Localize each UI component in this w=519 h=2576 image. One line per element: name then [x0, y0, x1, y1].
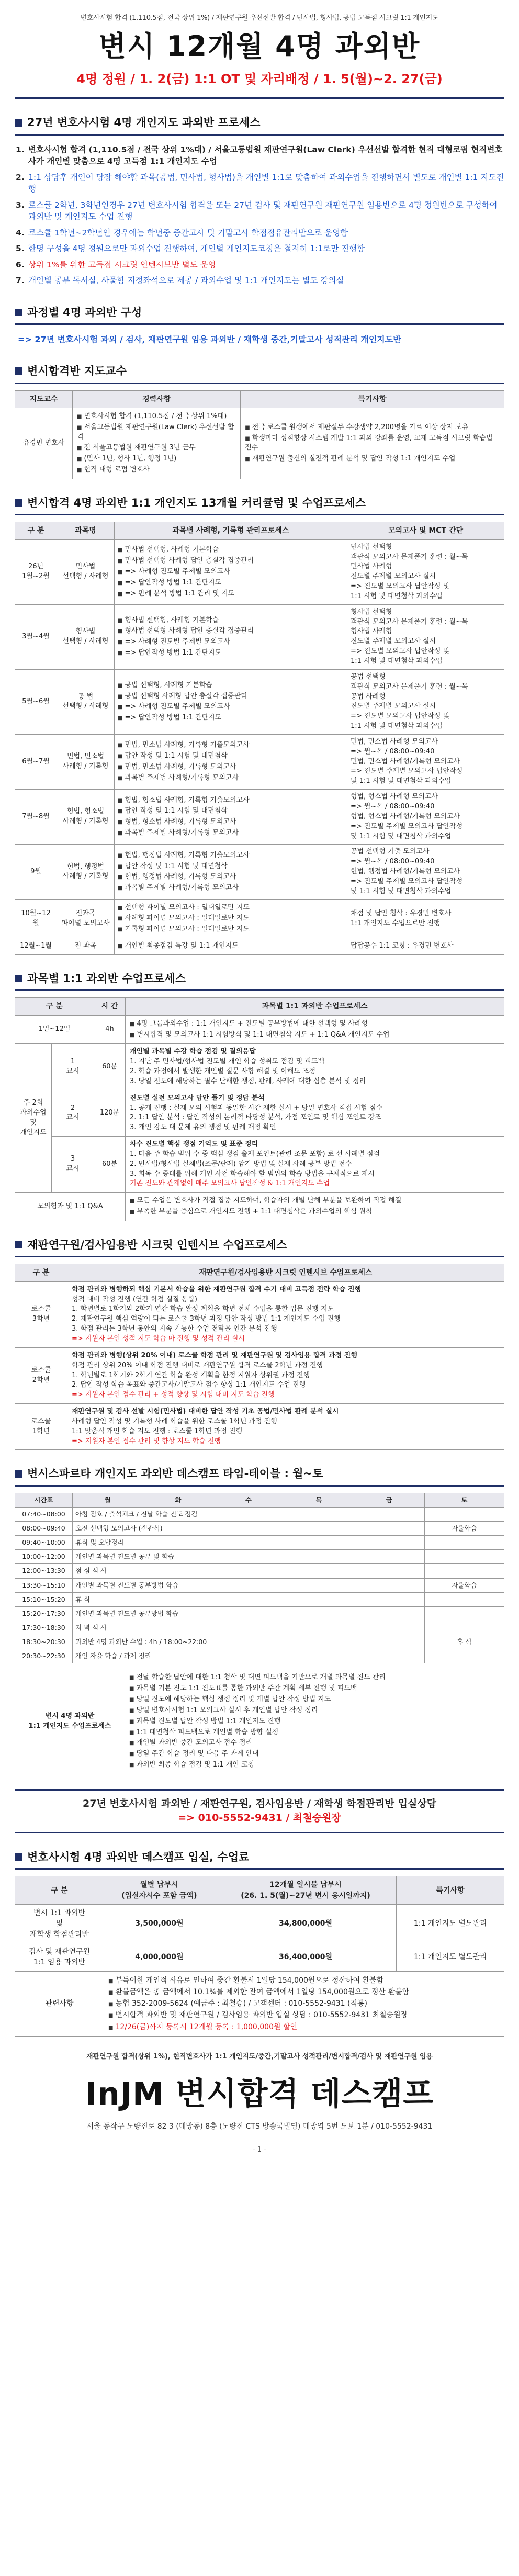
curriculum-course — [115, 899, 347, 938]
mct-line: 진도별 주제별 모의고사 실시 — [351, 572, 436, 581]
intensive-line: 학점 관리와 병행하되 핵심 기본서 학습을 위한 재판연구원 합격 수기 대비 고득점 전략 학습 진행 — [72, 1285, 362, 1293]
side-process-item: ■ 전날 학습한 답안에 대한 1:1 첨삭 및 대면 피드백을 기반으로 개별 과목별 진도 관리 — [129, 1672, 500, 1683]
curriculum-mct — [347, 734, 504, 789]
col-header: 시 간 — [94, 998, 126, 1015]
timetable-activity: 휴 식 — [73, 1592, 425, 1606]
mct-line: 채점 및 답안 첨삭 : 유경민 변호사 — [351, 909, 452, 917]
lesson-group-label: 주 2회 과외수업 및 개인지도 — [15, 1044, 52, 1193]
curriculum-period: 6월~7월 — [15, 734, 57, 789]
page-number: - 1 - — [253, 2146, 266, 2154]
col-header: 모의고사 및 MCT 간단 — [347, 522, 504, 539]
fee-month: 4,000,000원 — [104, 1943, 215, 1971]
day-header: 수 — [213, 1493, 284, 1507]
mct-line: 1:1 시험 및 대면첨삭 과외수업 — [351, 657, 443, 665]
mct-line: 및 1:1 시험 및 대면첨삭 과외수업 — [351, 832, 452, 840]
lesson-detail: 개인별 과목별 수강 학습 점검 및 질의응답 1. 지난 주 민사법/형사법 진도별 개인 학습 성취도 점검 및 피드백 2. 학습 과정에서 발생한 개인별 질문 사항 해결 및 이해도 조정 3. 당일 진도에 해당하는 필수 난해한 쟁점, 판례, 사례에 대한 심층 분석 및 정리 — [126, 1044, 504, 1090]
section-lesson-heading — [15, 968, 504, 991]
mct-line: => 진도별 모의고사 답안작성 및 — [351, 647, 450, 656]
course-lead: => 27년 변호사시험 과외 / 검사, 재판연구원 임용 과외반 / 재학생 중간,기말고사 성적관리 개인지도반 — [18, 334, 401, 344]
square-bullet-icon — [15, 1853, 22, 1861]
intensive-label: 로스쿨 2학년 — [15, 1347, 67, 1403]
course-item: ■ 사례형 파이널 모의고사 : 일대일로만 지도 — [118, 913, 344, 924]
section-process-heading — [15, 111, 504, 135]
curriculum-mct — [347, 899, 504, 938]
timetable-activity: 휴식 및 오답정리 — [73, 1536, 425, 1550]
timetable-time: 18:30~20:30 — [15, 1635, 73, 1649]
mct-line: 형사법 사례형 — [351, 627, 392, 636]
fee-notes: ■ 부득이한 개인적 사유로 인하여 중간 환불시 1일당 154,000원으로 정산하여 환불함 ■ 환불금액은 총 금액에서 10.1%를 제외한 잔여 금액에서 1일당 154,000원으로 정산 환불함 ■ 농협 352-2009-5624 (예금주 : 최철승) / 고객센터 : 010-5552-9431 (직통) ■ 변시합격 과외반 및 재판연구원 / 검사임용 과외반 입실 상담 : 010-5552-9431 최철승원장 ■ 12/26(금)까지 등록시 12개월 등록 : 1,000,000원 할인 — [104, 1971, 504, 2036]
curriculum-period: 10월~12월 — [15, 899, 57, 938]
mct-line: 공법 선택형 기출 모의고사 — [351, 848, 430, 856]
course-item: ■ 헌법, 행정법 사례형, 기록형 기출모의고사 — [118, 850, 344, 861]
curriculum-subject: 헌법, 행정법 사례형 / 기록형 — [57, 845, 115, 899]
square-bullet-icon — [15, 1241, 22, 1248]
intensive-detail — [67, 1404, 504, 1450]
side-process-label: 변시 4명 과외반 1:1 개인지도 수업프로세스 — [15, 1669, 125, 1774]
section-professor-heading — [15, 360, 504, 384]
square-bullet-icon — [15, 309, 22, 316]
career-cell: ■ 변호사시험 합격 (1,110.5점 / 전국 상위 1%대) ■ 서울고등법원 재판연구원(Law Clerk) 우선선발 합격 ■ 전 서울고등법원 재판연구원 3년 근무 ■ (민사 1년, 형사 1년, 행정 1년) ■ 현직 대형 로펌 변호사 — [73, 408, 241, 479]
section-title: 과정별 4명 과외반 구성 — [27, 306, 142, 319]
intensive-detail — [67, 1347, 504, 1403]
section-title: 변시합격 4명 과외반 1:1 개인지도 13개월 커리큘럼 및 수업프로세스 — [27, 496, 366, 509]
process-item: 7. 개인별 공부 독서실, 사물함 지정좌석으로 제공 / 과외수업 및 1:1 개인지도는 별도 강의실 — [16, 276, 344, 286]
curriculum-mct — [347, 845, 504, 899]
timetable-time: 10:00~12:00 — [15, 1550, 73, 1564]
mct-line: 객관식 모의고사 문제풀기 훈련 : 월~목 — [351, 617, 468, 626]
square-bullet-icon — [15, 367, 22, 375]
mct-line: 헌법, 행정법 사례형/기록형 모의고사 — [351, 868, 460, 876]
course-item: ■ => 답안작성 방법 1:1 간단지도 — [118, 578, 344, 589]
intensive-line: 2. 재판연구원 핵심 역량이 되는 로스쿨 3학년 과정 답안 작성 방법 1:1 개인지도 수업 진행 — [72, 1315, 341, 1323]
course-item: ■ 선택형 파이널 모의고사 : 일대일로만 지도 — [118, 903, 344, 914]
timetable-activity: 과외반 4명 과외반 수업 : 4h / 18:00~22:00 — [73, 1635, 425, 1649]
square-bullet-icon — [15, 975, 22, 982]
curriculum-row — [15, 845, 504, 899]
intensive-line: => 지원자 본인 점수 관리 + 성적 향상 및 시험 대비 지도 학습 진행 — [72, 1391, 275, 1399]
timetable-saturday: 자율학습 — [424, 1522, 504, 1536]
course-list — [118, 545, 344, 599]
timetable-saturday — [424, 1649, 504, 1663]
timetable-row — [15, 1507, 504, 1521]
timetable-time: 12:00~13:30 — [15, 1564, 73, 1578]
timetable-saturday — [424, 1592, 504, 1606]
lesson-time: 4h — [94, 1015, 126, 1044]
mct-line: => 월~목 / 08:00~09:40 — [351, 747, 435, 756]
footer-line: 재판연구원 합격(상위 1%), 현직변호사가 1:1 개인지도/중간,기말고사 성적관리/변시합격/검사 및 재판연구원 임용 — [86, 2053, 433, 2061]
title-rule — [15, 97, 504, 99]
timetable-time: 17:30~18:30 — [15, 1621, 73, 1635]
course-item: ■ 공법 선택형, 사례형 기본학습 — [118, 680, 344, 691]
mct-line: 객관식 모의고사 문제풀기 훈련 : 월~목 — [351, 553, 468, 561]
mct-line: => 진도별 주제별 모의고사 답안작성 — [351, 822, 463, 830]
timetable-row — [15, 1592, 504, 1606]
side-process-item: ■ 당일 주간 학습 정리 및 다음 주 과제 안내 — [129, 1749, 500, 1760]
contact-phone[interactable]: => 010-5552-9431 / 최철승원장 — [178, 1812, 341, 1824]
curriculum-row — [15, 669, 504, 734]
square-bullet-icon — [15, 1470, 22, 1478]
curriculum-mct — [347, 790, 504, 845]
lesson-time: 120분 — [94, 1090, 126, 1136]
day-header: 금 — [354, 1493, 425, 1507]
timetable-saturday — [424, 1621, 504, 1635]
timetable-saturday: 자율학습 — [424, 1578, 504, 1592]
fee-table — [15, 1876, 504, 2037]
intensive-line: => 지원자 본인 성적 지도 학습 마 진행 및 성적 관리 실시 — [72, 1334, 245, 1343]
intensive-line: 3. 학점 관리는 3학년 동안의 지속 가능한 수업 전략을 연간 분석 진행 — [72, 1325, 277, 1333]
col-header: 구 분 — [15, 998, 94, 1015]
curriculum-course — [115, 845, 347, 899]
timetable-saturday: 휴 식 — [424, 1635, 504, 1649]
square-bullet-icon — [15, 119, 22, 127]
mct-line: 및 1:1 시험 및 대면첨삭 과외수업 — [351, 887, 452, 895]
lesson-time: 60분 — [94, 1137, 126, 1193]
lesson-label: 모의험과 및 1:1 Q&A — [15, 1193, 126, 1221]
fee-feature: 1:1 개인지도 별도관리 — [397, 1943, 504, 1971]
col-header: 구 분 — [15, 1264, 67, 1281]
curriculum-mct — [347, 938, 504, 955]
curriculum-period: 9월 — [15, 845, 57, 899]
curriculum-course — [115, 669, 347, 734]
process-list — [15, 142, 504, 289]
mct-line: => 진도별 모의고사 답안작성 및 — [351, 582, 450, 591]
mct-line: => 월~목 / 08:00~09:40 — [351, 858, 435, 866]
mct-line: 민법, 민소법 사례형/기록형 모의고사 — [351, 757, 460, 766]
curriculum-course — [115, 539, 347, 604]
course-item: ■ 민사법 선택형, 사례형 기본학습 — [118, 545, 344, 556]
lesson-label: 1일~12일 — [15, 1015, 94, 1044]
course-item: ■ 형법, 형소법 사례형, 기록형 기출모의고사 — [118, 795, 344, 806]
curriculum-subject: 공 법 선택형 / 사례형 — [57, 669, 115, 734]
curriculum-subject: 민법, 민소법 사례형 / 기록형 — [57, 734, 115, 789]
section-timetable-heading — [15, 1463, 504, 1486]
course-item: ■ 과목별 주제별 사례형/기록형 모의고사 — [118, 773, 344, 784]
section-intensive-heading — [15, 1234, 504, 1257]
section-title: 변시스파르타 개인지도 과외반 데스캠프 타임-테이블 : 월~토 — [27, 1467, 323, 1480]
side-process-item: ■ 당일 진도에 해당하는 핵심 쟁점 정리 및 개별 답안 작성 방법 지도 — [129, 1694, 500, 1705]
col-header: 지도교수 — [15, 390, 73, 408]
timetable-time: 20:30~22:30 — [15, 1649, 73, 1663]
course-item: ■ 기록형 파이널 모의고사 : 일대일로만 지도 — [118, 924, 344, 935]
intensive-line: 2. 답안 작성 학습 목표와 중간고사/기말고사 점수 향상 1:1 개인지도 수업 진행 — [72, 1381, 306, 1389]
address: 서울 동작구 노량진로 82 3 (대방동) 8층 (노량진 CTS 방송국빌딩) 대방역 5번 도보 1분 / 010-5552-9431 — [86, 2122, 433, 2131]
curriculum-subject: 전 과목 — [57, 938, 115, 955]
intensive-line: 1:1 맞춤식 개인 학습 지도 진행 : 로스쿨 1학년 과정 진행 — [72, 1427, 243, 1435]
professor-name: 유경민 변호사 — [15, 408, 73, 479]
timetable-row — [15, 1564, 504, 1578]
timetable — [15, 1493, 504, 1664]
course-item: ■ 답안 작성 및 1:1 시험 및 대면첨삭 — [118, 751, 344, 762]
curriculum-course — [115, 790, 347, 845]
course-list — [118, 795, 344, 839]
timetable-row — [15, 1649, 504, 1663]
lesson-detail: ■ 4명 그룹과외수업 : 1:1 개인지도 + 진도별 공부방법에 대한 선택형 및 사례형 ■ 변시합격 및 모의고사 1:1 시험방식 및 1:1 대면첨삭 지도 + 1:1 Q&A 개인지도 수업 — [126, 1015, 504, 1044]
curriculum-mct — [347, 539, 504, 604]
col-header: 재판연구원/검사임용반 시크릿 인텐시브 수업프로세스 — [67, 1264, 504, 1281]
col-header: 구 분 — [15, 522, 57, 539]
col-header: 과목명 — [57, 522, 115, 539]
intensive-detail — [67, 1281, 504, 1347]
timetable-activity: 오전 선택형 모의고사 (객관식) — [73, 1522, 425, 1536]
intensive-row — [15, 1281, 504, 1347]
intensive-label: 로스쿨 1학년 — [15, 1404, 67, 1450]
day-header: 화 — [143, 1493, 213, 1507]
curriculum-course — [115, 604, 347, 669]
course-item: ■ 헌법, 행정법 사례형, 기록형 모의고사 — [118, 872, 344, 883]
side-process-item: ■ 1:1 대면첨삭 피드백으로 개인별 학습 방향 설정 — [129, 1727, 500, 1738]
side-process-item: ■ 과목별 기본 진도 1:1 진도표를 통한 과외반 주간 계획 세부 진행 및 피드백 — [129, 1683, 500, 1694]
day-header: 목 — [284, 1493, 354, 1507]
timetable-time: 08:00~09:40 — [15, 1522, 73, 1536]
fee-feature: 1:1 개인지도 별도관리 — [397, 1905, 504, 1943]
curriculum-period: 7월~8월 — [15, 790, 57, 845]
col-header: 특기사항 — [241, 390, 504, 408]
intensive-line: 사례형 답안 작성 및 기록형 사례 학습을 위한 로스쿨 1학년 과정 진행 — [72, 1417, 277, 1425]
curriculum-period: 3월~4월 — [15, 604, 57, 669]
mct-line: 1:1 시험 및 대면첨삭 과외수업 — [351, 722, 443, 730]
side-process-table — [15, 1669, 504, 1774]
timetable-saturday — [424, 1536, 504, 1550]
course-item: ■ 민사법 선택형 사례형 답안 충실각 집중관리 — [118, 556, 344, 567]
timetable-activity: 개인별 과목별 진도별 공부 및 학습 — [73, 1550, 425, 1564]
timetable-saturday — [424, 1550, 504, 1564]
course-list — [118, 941, 344, 952]
mct-line: 형법, 형소법 사례형 모의고사 — [351, 793, 438, 801]
day-header: 월 — [73, 1493, 143, 1507]
curriculum-mct — [347, 669, 504, 734]
day-header: 토 — [424, 1493, 504, 1507]
fee-total: 34,800,000원 — [215, 1905, 397, 1943]
timetable-activity: 개인별 과목별 진도별 공부방법 학습 — [73, 1606, 425, 1621]
side-process-detail — [125, 1669, 504, 1774]
course-item: ■ 답안 작성 및 1:1 시험 및 대면첨삭 — [118, 861, 344, 872]
col-header: 구 분 — [15, 1876, 104, 1905]
curriculum-mct — [347, 604, 504, 669]
page-title: 변시 12개월 4명 과외반 — [98, 29, 421, 63]
course-item: ■ => 판례 분석 방법 1:1 관리 및 지도 — [118, 589, 344, 600]
intensive-line: 학점 관리 상위 20% 이내 학점 진행 대비로 재판연구원 합격 로스쿨 2학년 과정 진행 — [72, 1361, 323, 1369]
timetable-time: 13:30~15:10 — [15, 1578, 73, 1592]
intensive-label: 로스쿨 3학년 — [15, 1281, 67, 1347]
timetable-row — [15, 1522, 504, 1536]
mct-line: 민사법 사례형 — [351, 563, 392, 571]
timetable-row — [15, 1550, 504, 1564]
fee-notes-label: 관련사항 — [15, 1971, 104, 2036]
mct-line: => 진도별 주제별 모의고사 답안작성 — [351, 767, 463, 775]
curriculum-period: 26년 1월~2월 — [15, 539, 57, 604]
professor-table — [15, 390, 504, 479]
section-title: 27년 변호사시험 4명 개인지도 과외반 프로세스 — [27, 116, 261, 129]
section-title: 과목별 1:1 과외반 수업프로세스 — [27, 972, 186, 985]
lesson-detail: 진도별 실전 모의고사 답안 풀기 및 정답 분석 1. 공개 진행 : 실제 모의 시험과 동일한 시간 제한 실시 + 당일 변호사 직접 시험 점수 2. 1:1 답안 분석 : 답안 작성의 논리적 타당성 분석, 가점 포인트 및 핵심 포인트 강조 3. 개인 강도 대 문제 유의 쟁점 및 판례 재정 확인 — [126, 1090, 504, 1136]
side-process-item: ■ 과외반 최종 학습 점검 및 1:1 개인 코칭 — [129, 1760, 500, 1771]
course-list — [118, 680, 344, 724]
lesson-detail: ■ 모든 수업은 변호사가 직접 집중 지도하며, 학습자의 개별 난해 부분을 보완하여 직접 해결 ■ 부족한 부분을 중심으로 개인지도 진행 + 1:1 대면첨삭은 과외수업의 핵심 원칙 — [126, 1193, 504, 1221]
course-item: ■ 형법, 형소법 사례형, 기록형 모의고사 — [118, 817, 344, 828]
curriculum-row — [15, 604, 504, 669]
intensive-line: 성적 대비 작성 진행 (연간 학점 실질 통합) — [72, 1295, 197, 1303]
col-header: 과목별 1:1 과외반 수업프로세스 — [126, 998, 504, 1015]
top-line: 변호사시험 합격 (1,110.5점, 전국 상위 1%) / 재판연구원 우선선발 합격 / 민사법, 형사법, 공법 고득점 시크릿 1:1 개인지도 — [80, 14, 439, 22]
lesson-table — [15, 997, 504, 1221]
intensive-line: 1. 학년별로 1학기와 2학기 연간 학습 완성 계획을 학년 전체 수업을 통한 입문 진행 지도 — [72, 1305, 334, 1313]
section-curriculum-heading — [15, 492, 504, 515]
curriculum-period: 12월~1월 — [15, 938, 57, 955]
intensive-line: 1. 학년별로 1학기와 2학기 연간 학습 완성 계획을 한정 지원자 상위권 과정 진행 — [72, 1371, 310, 1379]
course-item: ■ => 사례형 진도별 주제별 모의고사 — [118, 637, 344, 648]
mct-line: 진도별 주제별 모의고사 실시 — [351, 702, 436, 711]
mct-line: 형법, 형소법 사례형/기록형 모의고사 — [351, 812, 460, 820]
course-item: ■ => 사례형 진도별 주제별 모의고사 — [118, 567, 344, 578]
col-header: 특기사항 — [397, 1876, 504, 1905]
process-item: 2. 1:1 상담후 개인이 당장 해야할 과목(공법, 민사법, 형사법)을 개인별 1:1로 맞춤하여 과외수업을 진행하면서 별도로 개인별 1:1 지도진행 — [16, 172, 504, 194]
curriculum-row — [15, 899, 504, 938]
col-header: 과목별 사례형, 기록형 관리프로세스 — [115, 522, 347, 539]
intensive-row — [15, 1347, 504, 1403]
col-header: 12개월 일시불 납부시 (26. 1. 5(월)~27년 변시 응시일까지) — [215, 1876, 397, 1905]
section-title: 재판연구원/검사임용반 시크릿 인텐시브 수업프로세스 — [27, 1239, 287, 1252]
timetable-time: 15:20~17:30 — [15, 1606, 73, 1621]
feature-cell: ■ 전국 로스쿨 원생에서 재판실무 수강생약 2,200명을 가르 이상 상지 보유 ■ 학생마다 성적향상 시스템 개발 1:1 과외 강좌를 운영, 교재 고득점 시크릿 학습법 전수 ■ 재판연구원 출신의 실전적 판례 분석 및 답안 작성 1:1 개인지도 수업 — [241, 408, 504, 479]
timetable-activity: 개인별 과목별 진도별 공부방법 학습 — [73, 1578, 425, 1592]
curriculum-row — [15, 539, 504, 604]
fee-label: 변시 1:1 과외반 및 재학생 학점관리반 — [15, 1905, 104, 1943]
side-process-item: ■ 당일 변호사시험 1:1 모의고사 실시 후 개인별 답안 작성 정리 — [129, 1705, 500, 1716]
mct-line: 객관식 모의고사 문제풀기 훈련 : 월~목 — [351, 682, 468, 691]
mct-line: 공법 선택형 — [351, 672, 386, 681]
lesson-time: 60분 — [94, 1044, 126, 1090]
mct-line: 1:1 시험 및 대면첨삭 과외수업 — [351, 592, 443, 600]
course-item: ■ => 답안작성 방법 1:1 간단지도 — [118, 713, 344, 724]
timetable-row — [15, 1635, 504, 1649]
section-fee-heading — [15, 1846, 504, 1870]
intensive-table — [15, 1264, 504, 1450]
curriculum-row — [15, 790, 504, 845]
side-process-item: ■ 개인별 과외반 중간 모의고사 점수 정리 — [129, 1738, 500, 1749]
timetable-row — [15, 1606, 504, 1621]
timetable-time: 09:40~10:00 — [15, 1536, 73, 1550]
timetable-time: 07:40~08:00 — [15, 1507, 73, 1521]
intensive-row — [15, 1404, 504, 1450]
timetable-activity: 개인 자율 학습 / 과제 정리 — [73, 1649, 425, 1663]
timetable-saturday — [424, 1507, 504, 1521]
lesson-period: 2 교시 — [52, 1090, 94, 1136]
process-item: 4. 로스쿨 1학년~2학년인 경우에는 학년중 중간고사 및 기말고사 학점점유관리반으로 운영함 — [16, 228, 348, 238]
curriculum-course — [115, 938, 347, 955]
col-header: 시간표 — [15, 1493, 73, 1507]
mct-line: => 진도별 모의고사 답안작성 및 — [351, 712, 450, 721]
course-list — [118, 850, 344, 894]
process-item: 5. 한명 구성을 4명 정원으로만 과외수업 진행하여, 개인별 개인지도코칭은 철저히 1:1로만 진행함 — [16, 244, 365, 254]
timetable-row — [15, 1621, 504, 1635]
curriculum-table — [15, 522, 504, 955]
section-title: 변시합격반 지도교수 — [27, 365, 127, 378]
course-item: ■ 형사법 선택형, 사례형 기본학습 — [118, 615, 344, 626]
course-item: ■ => 답안작성 방법 1:1 간단지도 — [118, 648, 344, 659]
col-header: 월별 납부시 (입실자시수 포함 금액) — [104, 1876, 215, 1905]
course-item: ■ 개인별 최종점검 특강 및 1:1 개인지도 — [118, 941, 344, 952]
mct-line: => 진도별 주제별 모의고사 답안작성 — [351, 877, 463, 885]
course-item: ■ 과목별 주제별 사례형/기록형 모의고사 — [118, 828, 344, 839]
curriculum-course — [115, 734, 347, 789]
timetable-saturday — [424, 1606, 504, 1621]
timetable-activity: 아침 점호 / 출석체크 / 전날 학습 진도 점검 — [73, 1507, 425, 1521]
course-item: ■ 답안 작성 및 1:1 시험 및 대면첨삭 — [118, 806, 344, 817]
intensive-line: => 지원자 본인 점수 관리 및 향상 지도 학습 진행 — [72, 1437, 221, 1445]
intensive-line: 재판연구원 및 검사 선발 시험(민사법) 대비한 답안 작성 기초 공법/민사법 판례 분석 실시 — [72, 1408, 339, 1416]
course-list — [118, 615, 344, 659]
course-item: ■ 민법, 민소법 사례형, 기록형 기출모의고사 — [118, 740, 344, 751]
mct-line: => 월~목 / 08:00~09:40 — [351, 802, 435, 811]
intensive-line: 학점 관리와 병행(상위 20% 이내) 로스쿨 학점 관리 및 재판연구원 및 검사임용 합격 과정 진행 — [72, 1351, 357, 1359]
fee-label: 검사 및 재판연구원 1:1 임용 과외반 — [15, 1943, 104, 1971]
curriculum-subject: 전과목 파이널 모의고사 — [57, 899, 115, 938]
course-item: ■ => 사례형 진도별 주제별 모의고사 — [118, 702, 344, 713]
mct-line: 공법 사례형 — [351, 692, 386, 701]
fee-total: 36,400,000원 — [215, 1943, 397, 1971]
course-item: ■ 과목별 주제별 사례형/기록형 모의고사 — [118, 883, 344, 894]
timetable-activity: 저 녁 식 사 — [73, 1621, 425, 1635]
lesson-period: 1 교시 — [52, 1044, 94, 1090]
process-item: 3. 로스쿨 2학년, 3학년인경우 27년 변호사시험 합격을 또는 27년 검사 및 재판연구원 재판연구원 임용반으로 4명 정원반으로 구성하여 과외반 및 개인지도 수업 진행 — [16, 200, 498, 222]
timetable-saturday — [424, 1564, 504, 1578]
mct-line: 및 1:1 시험 및 대면첨삭 과외수업 — [351, 777, 452, 785]
curriculum-subject: 형사법 선택형 / 사례형 — [57, 604, 115, 669]
mct-line: 민법, 민소법 사례형 모의고사 — [351, 737, 438, 746]
course-list — [118, 740, 344, 783]
side-process-item: ■ 과목별 진도별 답안 작성 방법 1:1 개인지도 진행 — [129, 1716, 500, 1727]
curriculum-row — [15, 734, 504, 789]
timetable-activity: 점 심 식 사 — [73, 1564, 425, 1578]
course-item: ■ 공법 선택형 사례형 답안 충실각 집중관리 — [118, 691, 344, 702]
mct-line: 진도별 주제별 모의고사 실시 — [351, 637, 436, 646]
fee-month: 3,500,000원 — [104, 1905, 215, 1943]
course-item: ■ 민법, 민소법 사례형, 기록형 모의고사 — [118, 762, 344, 773]
course-item: ■ 형사법 선택형 사례형 답안 충실각 집중관리 — [118, 626, 344, 637]
process-item: 6. 상위 1%를 위한 고득점 시크릿 인텐시브반 별도 운영 — [16, 260, 216, 269]
curriculum-row — [15, 938, 504, 955]
timetable-row — [15, 1578, 504, 1592]
lesson-detail: 차수 진도별 핵심 쟁점 기억도 및 표준 정리 1. 다음 주 학습 범위 수 중 핵심 쟁점 출제 포인트(관련 조문 포함) 로 선 사례별 점검 2. 민사법/형사법 실체법(조문/판례) 암기 방법 및 실제 사례 공부 방법 전수 3. 회독 수 증대를 위해 개인 사전 학습해야 할 범위와 학습 방법을 구체적으로 제시 기존 진도와 관계없이 매주 모의고사 답안작성 & 1:1 개인지도 수업 — [126, 1137, 504, 1193]
mct-line: 답답공수 1:1 코칭 : 유경민 변호사 — [351, 942, 454, 950]
lesson-period: 3 교시 — [52, 1137, 94, 1193]
process-item: 1. 변호사시험 합격 (1,110.5점 / 전국 상위 1%대) / 서울고등법원 재판연구원(Law Clerk) 우선선발 합격한 현직 대형로펌 현직변호사가 개인별 맞춤으로 4명 고득점 1:1 개인지도 수업 — [16, 144, 503, 166]
section-title: 변호사시험 4명 과외반 데스캠프 입실, 수업료 — [27, 1851, 250, 1864]
timetable-row — [15, 1536, 504, 1550]
course-list — [118, 903, 344, 936]
contact-banner — [15, 1789, 504, 1833]
col-header: 경력사항 — [73, 390, 241, 408]
curriculum-subject: 민사법 선택형 / 사례형 — [57, 539, 115, 604]
contact-line: 27년 변호사시험 과외반 / 재판연구원, 검사임용반 / 재학생 학점관리반 입실상담 — [82, 1797, 437, 1809]
brand-logo: InJM 변시합격 데스캠프 — [85, 2075, 434, 2112]
section-course-heading — [15, 301, 504, 325]
timetable-time: 15:10~15:20 — [15, 1592, 73, 1606]
curriculum-period: 5월~6월 — [15, 669, 57, 734]
mct-line: 민사법 선택형 — [351, 543, 392, 551]
square-bullet-icon — [15, 499, 22, 507]
mct-line: 1:1 개인지도 수업으로만 진행 — [351, 919, 441, 927]
curriculum-subject: 형법, 형소법 사례형 / 기록형 — [57, 790, 115, 845]
page-subtitle: 4명 정원 / 1. 2(금) 1:1 OT 및 자리배정 / 1. 5(월)~2. 27(금) — [76, 71, 443, 86]
mct-line: 형사법 선택형 — [351, 608, 392, 616]
